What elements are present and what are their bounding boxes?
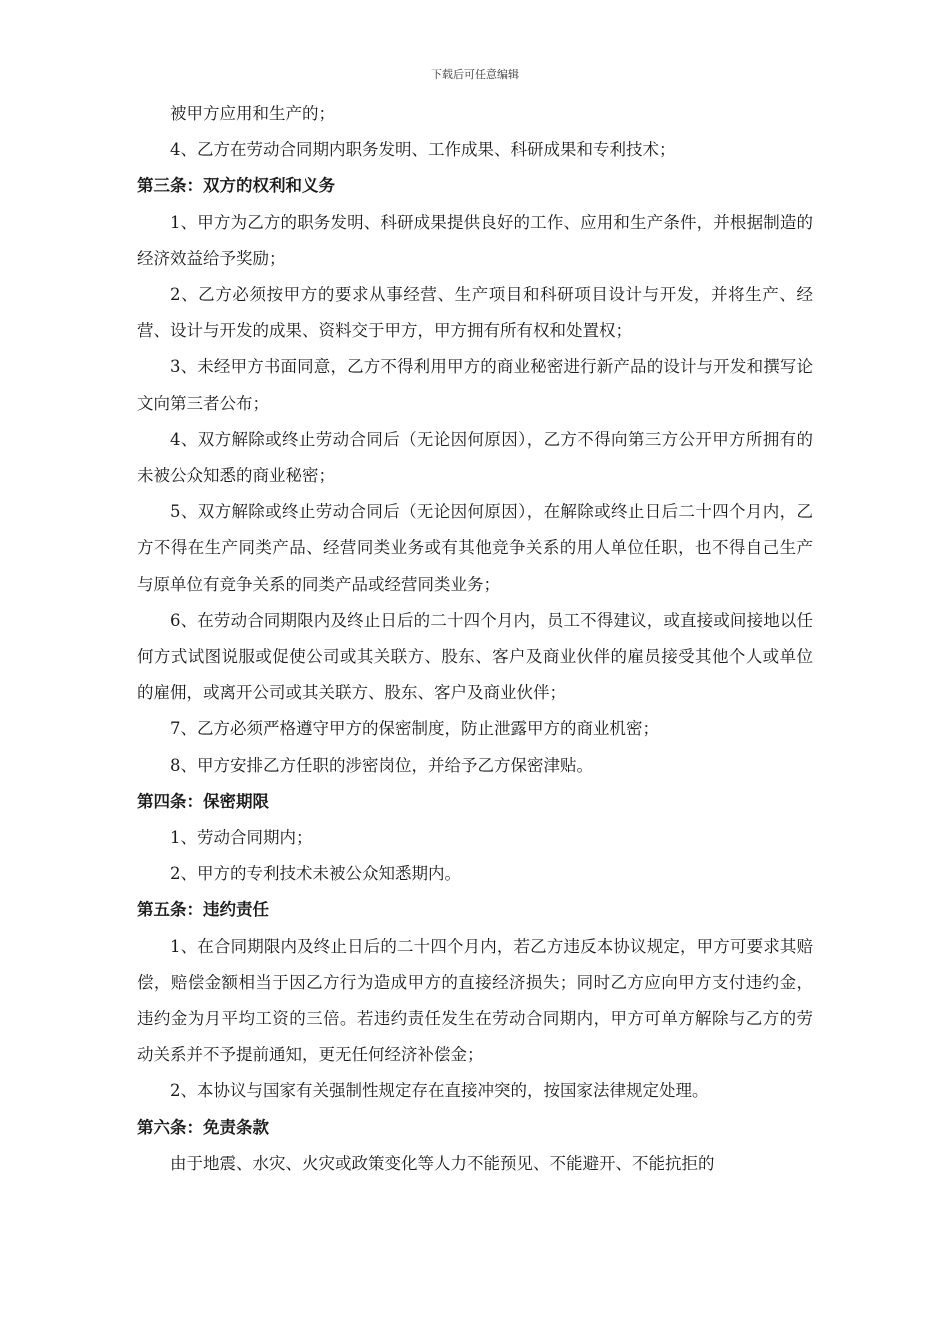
paragraph: 8、甲方安排乙方任职的涉密岗位，并给予乙方保密津贴。 bbox=[170, 755, 593, 775]
section-heading: 第六条：免责条款 bbox=[137, 1117, 269, 1137]
paragraph: 1、在合同期限内及终止日后的二十四个月内，若乙方违反本协议规定，甲方可要求其赔偿，赔偿金额相当于因乙方行为造成甲方的直接经济损失；同时乙方应向甲方支付违约金，违约金为月平均工资的三倍。若违约责任发生在劳动合同期内，甲方可单方解除与乙方的劳动关系并不予提前通知，更无任何经济补偿金； bbox=[137, 936, 813, 1065]
section-heading: 第三条：双方的权利和义务 bbox=[137, 176, 335, 196]
paragraph: 2、甲方的专利技术未被公众知悉期内。 bbox=[170, 864, 461, 884]
paragraph: 3、未经甲方书面同意，乙方不得利用甲方的商业秘密进行新产品的设计与开发和撰写论文向第三者公布； bbox=[137, 357, 813, 413]
paragraph: 1、甲方为乙方的职务发明、科研成果提供良好的工作、应用和生产条件，并根据制造的经济效益给予奖励； bbox=[137, 212, 813, 268]
paragraph: 2、本协议与国家有关强制性规定存在直接冲突的，按国家法律规定处理。 bbox=[170, 1081, 709, 1101]
paragraph: 5、双方解除或终止劳动合同后（无论因何原因），在解除或终止日后二十四个月内，乙方不得在生产同类产品、经营同类业务或有其他竞争关系的用人单位任职，也不得自己生产与原单位有竞争关系的同类产品或经营同类业务； bbox=[137, 502, 813, 594]
paragraph: 6、在劳动合同期限内及终止日后的二十四个月内，员工不得建议，或直接或间接地以任何方式试图说服或促使公司或其关联方、股东、客户及商业伙伴的雇员接受其他个人或单位的雇佣，或离开公司或其关联方、股东、客户及商业伙伴； bbox=[137, 610, 813, 703]
paragraph: 由于地震、水灾、火灾或政策变化等人力不能预见、不能避开、不能抗拒的 bbox=[170, 1153, 715, 1173]
paragraph: 被甲方应用和生产的； bbox=[170, 104, 335, 123]
page-header-note: 下载后可任意编辑 bbox=[431, 68, 519, 81]
section-heading: 第四条：保密期限 bbox=[137, 791, 269, 811]
document-body bbox=[137, 96, 813, 1182]
paragraph: 2、乙方必须按甲方的要求从事经营、生产项目和科研项目设计与开发，并将生产、经营、设计与开发的成果、资料交于甲方，甲方拥有所有权和处置权； bbox=[137, 285, 813, 341]
section-heading: 第五条：违约责任 bbox=[137, 900, 269, 920]
paragraph: 4、双方解除或终止劳动合同后（无论因何原因），乙方不得向第三方公开甲方所拥有的未被公众知悉的商业秘密； bbox=[137, 429, 813, 486]
paragraph: 7、乙方必须严格遵守甲方的保密制度，防止泄露甲方的商业机密； bbox=[170, 719, 659, 739]
paragraph: 1、劳动合同期内； bbox=[170, 828, 313, 848]
paragraph: 4、乙方在劳动合同期内职务发明、工作成果、科研成果和专利技术； bbox=[170, 140, 676, 160]
